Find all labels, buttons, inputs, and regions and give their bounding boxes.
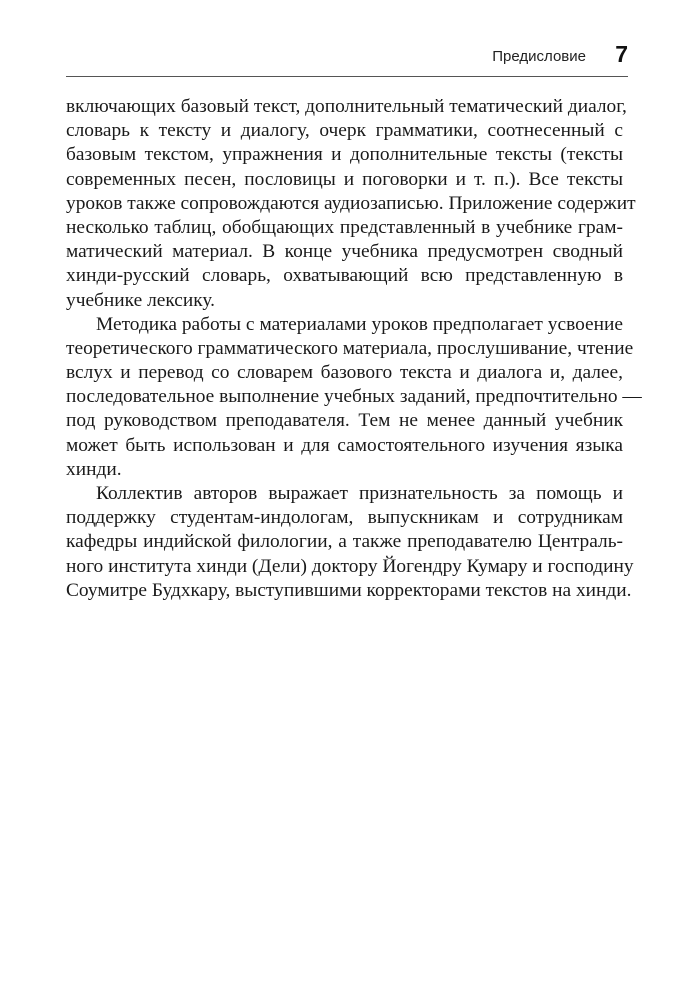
text-line: поддержку студентам-индологам, выпускникам и сотрудникам	[66, 507, 623, 529]
text-line: вслух и перевод со словарем базового текста и диалога и, далее,	[66, 362, 623, 384]
paragraph-2	[66, 313, 642, 482]
text-line: включающих базовый текст, дополнительный тематический диалог,	[66, 96, 627, 117]
paragraph-1	[66, 95, 636, 313]
text-line: Соумитре Будхкару, выступившими корректорами текстов на хинди.	[66, 579, 632, 601]
running-title: Предисловие	[492, 48, 586, 65]
header-rule	[66, 76, 628, 77]
text-line: современных песен, пословицы и поговорки и т. п.). Все тексты	[66, 168, 623, 190]
text-line: под руководством преподавателя. Тем не менее данный учебник	[66, 410, 623, 432]
running-header	[66, 38, 628, 78]
text-line: ного института хинди (Дели) доктору Йогендру Кумару и господину	[66, 555, 634, 577]
text-line: Методика работы с материалами уроков предполагает усвоение	[96, 313, 623, 335]
paragraph-3	[66, 482, 634, 603]
body-text	[66, 95, 642, 603]
text-line: базовым текстом, упражнения и дополнительные тексты (тексты	[66, 144, 623, 166]
text-line: матический материал. В конце учебника предусмотрен сводный	[66, 241, 623, 263]
text-line: Коллектив авторов выражает признательность за помощь и	[96, 483, 623, 504]
text-line: словарь к тексту и диалогу, очерк грамматики, соотнесенный с	[66, 120, 623, 142]
text-line: хинди-русский словарь, охватывающий всю представленную в	[66, 265, 623, 287]
text-line: может быть использован и для самостоятельного изучения языка	[66, 434, 623, 456]
text-line: теоретического грамматического материала, прослушивание, чтение	[66, 337, 634, 359]
text-line: учебнике лексику.	[66, 289, 216, 311]
text-line: последовательное выполнение учебных заданий, предпочтительно —	[66, 386, 642, 408]
page-number: 7	[615, 41, 628, 67]
text-line: хинди.	[66, 458, 122, 480]
text-line: кафедры индийской филологии, а также преподавателю Централь-	[66, 531, 623, 553]
text-line: несколько таблиц, обобщающих представленный в учебнике грам-	[66, 216, 623, 238]
text-line: уроков также сопровождаются аудиозаписью. Приложение содержит	[66, 192, 636, 214]
